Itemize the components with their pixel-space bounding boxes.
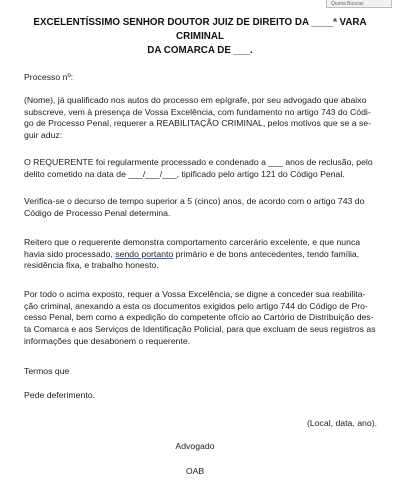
local-date-line: (Local, data, ano). <box>306 418 377 428</box>
document-title: EXCELENTÍSSIMO SENHOR DOUTOR JUIZ DE DIREITO DA ____ª VARA CRIMINAL DA COMARCA DE ___. <box>33 17 367 56</box>
paragraph-good-conduct <box>24 237 377 272</box>
good-conduct-text-b: primário e de bons antecedentes, tendo família, residência fixa, e trabalho honesto. <box>24 248 360 271</box>
paragraph-conviction: O REQUERENTE foi regularmente processado e condenado a ___ anos de reclusão, pelo delito cometido na data de ___/___/___, tipificado pelo artigo 121 do Código Penal. <box>24 157 373 179</box>
closing-pede-deferimento: Pede deferimento. <box>24 390 95 400</box>
good-conduct-text-a: Reitero que o requerente demonstra comportamento carcerário excelente, e que nunca havia sido processado, <box>24 237 361 259</box>
processo-number-line: Processo nº: <box>24 72 74 82</box>
paragraph-request: Por todo o acima exposto, requer a Vossa Excelência, se digne a conceder sua reabilita- ção criminal, anexando a esta os documentos exigidos pelo artigo 744 do Código de Pro- cesso Penal, bem como a expedição do competente ofício ao Cartório de Distribuição des- ta Comarca e aos Serviços de Identificação Policial, para que excluam de seus registros as informações que desabonem o requerente. <box>24 289 376 346</box>
paragraph-time-elapsed: Verifica-se o decurso de tempo superior a 5 (cinco) anos, de acordo com o artigo 743 do Código de Processo Penal determina. <box>24 196 365 218</box>
closing-termos: Termos que <box>24 366 70 376</box>
paragraph-petition-intro: (Nome), já qualificado nos autos do processo em epígrafe, por seu advogado que abaixo subscreve, vem à presença de Vossa Excelência, com fundamento no artigo 743 do Códi- go de Processo Penal, requerer a REABILITAÇÃO CRIMINAL, pelos motivos que se a se- guir aduz: <box>24 95 372 141</box>
spellcheck-underlined-phrase: sendo portanto <box>115 248 174 259</box>
signature-advogado: Advogado <box>175 441 215 451</box>
signature-oab: OAB <box>185 466 205 476</box>
header-tag: Quinta Buscas <box>326 0 392 8</box>
